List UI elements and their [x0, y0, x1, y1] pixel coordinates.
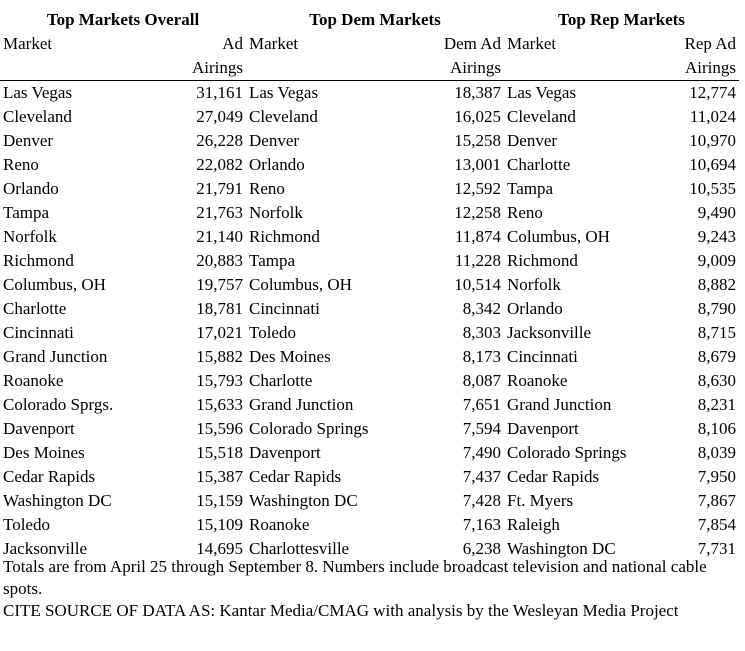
rep-market-cell: Cedar Rapids — [507, 467, 600, 486]
overall-airings-cell: 15,596 — [196, 419, 243, 438]
rep-market-cell: Las Vegas — [507, 83, 577, 102]
overall-market-cell: Toledo — [3, 515, 50, 534]
dem-airings-cell: 16,025 — [454, 107, 501, 126]
rep-market-cell: Jacksonville — [507, 323, 592, 342]
rep-airings-cell: 7,854 — [697, 515, 736, 534]
overall-airings-cell: 18,781 — [196, 299, 243, 318]
dem-market-cell: Cleveland — [249, 107, 318, 126]
overall-airings-cell: 15,882 — [196, 347, 243, 366]
dem-airings-cell: 8,342 — [462, 299, 501, 318]
overall-airings-cell: 17,021 — [196, 323, 243, 342]
table-row — [0, 489, 739, 513]
overall-airings-cell: 31,161 — [196, 83, 243, 102]
rep-airings-cell: 7,950 — [697, 467, 736, 486]
overall-market-cell: Denver — [3, 131, 54, 150]
overall-market-cell: Cedar Rapids — [3, 467, 96, 486]
overall-airings-cell: 15,109 — [196, 515, 243, 534]
rep-airings-cell: 8,231 — [697, 395, 736, 414]
rep-title: Top Rep Markets — [558, 10, 685, 29]
overall-market-cell: Grand Junction — [3, 347, 108, 366]
rep-airings-cell: 10,535 — [689, 179, 736, 198]
overall-airings-cell: 21,791 — [196, 179, 243, 198]
dem-airings-cell: 7,437 — [462, 467, 501, 486]
dem-market-cell: Cincinnati — [249, 299, 320, 318]
overall-market-cell: Roanoke — [3, 371, 64, 390]
dem-airings-cell: 12,592 — [454, 179, 501, 198]
rep-market-cell: Norfolk — [507, 275, 561, 294]
table-row — [0, 177, 739, 201]
overall-market-cell: Cincinnati — [3, 323, 74, 342]
overall-market-cell: Charlotte — [3, 299, 67, 318]
rep-airings-cell: 11,024 — [689, 107, 736, 126]
dem-airings-cell: 7,490 — [462, 443, 501, 462]
rep-market-cell: Columbus, OH — [507, 227, 610, 246]
rep-airings-cell: 10,694 — [689, 155, 736, 174]
dem-market-cell: Norfolk — [249, 203, 303, 222]
overall-market-cell: Jacksonville — [3, 539, 88, 558]
dem-airings-cell: 11,228 — [454, 251, 501, 270]
table-row — [0, 441, 739, 465]
table-row — [0, 81, 739, 106]
totals-note: Totals are from April 25 through September 8. Numbers include broadcast television and national cable spots. — [3, 557, 707, 598]
table-row — [0, 129, 739, 153]
overall-market-cell: Norfolk — [3, 227, 57, 246]
dem-airings-cell: 13,001 — [454, 155, 501, 174]
dem-market-cell: Richmond — [249, 227, 320, 246]
rep-market-cell: Richmond — [507, 251, 578, 270]
dem-market-cell: Grand Junction — [249, 395, 354, 414]
rep-airings-cell: 8,882 — [697, 275, 736, 294]
overall-airings-cell: 26,228 — [196, 131, 243, 150]
overall-airings-cell: 15,518 — [196, 443, 243, 462]
overall-airings-cell: 21,763 — [196, 203, 243, 222]
dem-market-cell: Colorado Springs — [249, 419, 369, 438]
rep-airings-cell: 9,490 — [697, 203, 736, 222]
rep-market-cell: Denver — [507, 131, 558, 150]
overall-market-cell: Colorado Sprgs. — [3, 395, 114, 414]
table-row — [0, 417, 739, 441]
rep-airings-cell: 12,774 — [689, 83, 736, 102]
overall-airings-header: Ad Airings — [152, 32, 246, 81]
dem-airings-cell: 6,238 — [462, 539, 501, 558]
rep-airings-cell: 8,039 — [697, 443, 736, 462]
dem-market-cell: Tampa — [249, 251, 296, 270]
overall-airings-cell: 27,049 — [196, 107, 243, 126]
dem-airings-cell: 7,651 — [462, 395, 501, 414]
rep-market-cell: Cleveland — [507, 107, 576, 126]
rep-airings-cell: 8,106 — [697, 419, 736, 438]
dem-market-cell: Toledo — [249, 323, 296, 342]
markets-body — [0, 81, 739, 562]
dem-market-cell: Orlando — [249, 155, 305, 174]
dem-airings-cell: 7,163 — [462, 515, 501, 534]
dem-market-cell: Reno — [249, 179, 285, 198]
table-row — [0, 393, 739, 417]
overall-airings-cell: 15,159 — [196, 491, 243, 510]
dem-market-cell: Des Moines — [249, 347, 331, 366]
footnotes — [3, 556, 738, 622]
rep-airings-cell: 8,679 — [697, 347, 736, 366]
column-header-row — [0, 32, 739, 81]
dem-airings-cell: 7,428 — [462, 491, 501, 510]
table-row — [0, 153, 739, 177]
rep-market-cell: Roanoke — [507, 371, 568, 390]
dem-market-header: Market — [246, 32, 404, 81]
rep-airings-cell: 7,731 — [697, 539, 736, 558]
table-row — [0, 225, 739, 249]
dem-airings-cell: 8,173 — [462, 347, 501, 366]
table-row — [0, 201, 739, 225]
overall-market-cell: Tampa — [3, 203, 50, 222]
dem-market-cell: Columbus, OH — [249, 275, 352, 294]
dem-market-cell: Charlotte — [249, 371, 313, 390]
rep-airings-cell: 9,009 — [697, 251, 736, 270]
rep-market-cell: Cincinnati — [507, 347, 578, 366]
table-row — [0, 321, 739, 345]
overall-airings-cell: 19,757 — [196, 275, 243, 294]
table-row — [0, 369, 739, 393]
table-row — [0, 465, 739, 489]
rep-airings-header: Rep Ad Airings — [656, 32, 739, 81]
dem-market-cell: Charlottesville — [249, 539, 350, 558]
dem-airings-cell: 8,087 — [462, 371, 501, 390]
table-row — [0, 273, 739, 297]
overall-airings-cell: 15,387 — [196, 467, 243, 486]
overall-airings-cell: 20,883 — [196, 251, 243, 270]
dem-airings-cell: 12,258 — [454, 203, 501, 222]
overall-market-cell: Orlando — [3, 179, 59, 198]
table-row — [0, 249, 739, 273]
rep-airings-cell: 7,867 — [697, 491, 736, 510]
rep-market-cell: Davenport — [507, 419, 579, 438]
dem-title: Top Dem Markets — [309, 10, 441, 29]
table-row — [0, 513, 739, 537]
dem-airings-cell: 18,387 — [454, 83, 501, 102]
rep-market-cell: Charlotte — [507, 155, 571, 174]
table-row — [0, 297, 739, 321]
overall-market-cell: Columbus, OH — [3, 275, 106, 294]
overall-airings-cell: 22,082 — [196, 155, 243, 174]
rep-market-cell: Raleigh — [507, 515, 560, 534]
cite-note: CITE SOURCE OF DATA AS: Kantar Media/CMAG with analysis by the Wesleyan Media Project — [3, 601, 679, 620]
rep-airings-cell: 9,243 — [697, 227, 736, 246]
dem-airings-cell: 11,874 — [454, 227, 501, 246]
dem-airings-cell: 7,594 — [462, 419, 501, 438]
rep-market-cell: Tampa — [507, 179, 554, 198]
rep-market-cell: Reno — [507, 203, 543, 222]
rep-market-cell: Washington DC — [507, 539, 616, 558]
dem-airings-cell: 10,514 — [454, 275, 501, 294]
rep-airings-cell: 8,790 — [697, 299, 736, 318]
overall-airings-cell: 14,695 — [196, 539, 243, 558]
markets-table — [0, 8, 739, 561]
section-title-row — [0, 8, 739, 32]
overall-market-cell: Davenport — [3, 419, 75, 438]
rep-market-cell: Ft. Myers — [507, 491, 574, 510]
dem-market-cell: Cedar Rapids — [249, 467, 342, 486]
overall-market-cell: Reno — [3, 155, 39, 174]
table-row — [0, 105, 739, 129]
rep-market-cell: Colorado Springs — [507, 443, 627, 462]
dem-market-cell: Davenport — [249, 443, 321, 462]
rep-market-cell: Orlando — [507, 299, 563, 318]
dem-airings-header: Dem Ad Airings — [404, 32, 504, 81]
overall-market-cell: Las Vegas — [3, 83, 73, 102]
rep-airings-cell: 10,970 — [689, 131, 736, 150]
dem-market-cell: Roanoke — [249, 515, 310, 534]
rep-market-header: Market — [504, 32, 656, 81]
rep-airings-cell: 8,715 — [697, 323, 736, 342]
dem-market-cell: Washington DC — [249, 491, 358, 510]
dem-market-cell: Denver — [249, 131, 300, 150]
overall-airings-cell: 21,140 — [196, 227, 243, 246]
dem-airings-cell: 8,303 — [462, 323, 501, 342]
overall-market-cell: Washington DC — [3, 491, 112, 510]
table-row — [0, 345, 739, 369]
overall-market-cell: Cleveland — [3, 107, 72, 126]
overall-market-header: Market — [0, 32, 152, 81]
rep-market-cell: Grand Junction — [507, 395, 612, 414]
overall-airings-cell: 15,633 — [196, 395, 243, 414]
overall-airings-cell: 15,793 — [196, 371, 243, 390]
dem-airings-cell: 15,258 — [454, 131, 501, 150]
dem-market-cell: Las Vegas — [249, 83, 319, 102]
overall-title: Top Markets Overall — [46, 10, 200, 29]
overall-market-cell: Des Moines — [3, 443, 85, 462]
overall-market-cell: Richmond — [3, 251, 74, 270]
rep-airings-cell: 8,630 — [697, 371, 736, 390]
